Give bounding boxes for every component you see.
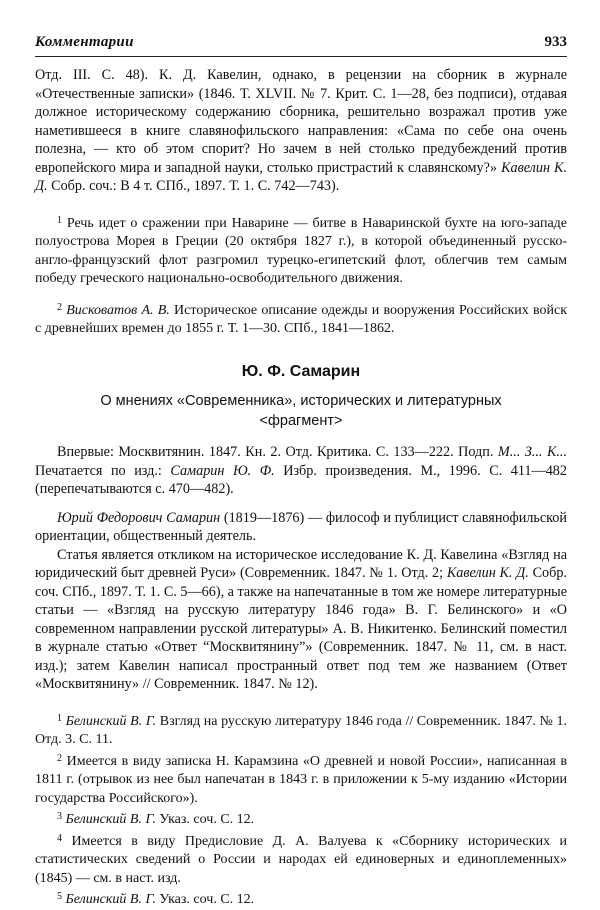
running-title: Комментарии: [35, 34, 134, 50]
person-name: Юрий Федорович Самарин: [57, 509, 221, 526]
footnote-bottom-5: $^5$ Белинский В. Г. Указ. соч. С. 12.: [57, 891, 255, 907]
author-ref: Белинский В. Г.: [65, 713, 157, 729]
signature: М... З... К...: [497, 444, 568, 460]
footnote-number: 1: [57, 712, 62, 724]
page-number: 933: [544, 34, 567, 50]
publication-info: Впервые: Москвитянин. 1847. Кн. 2. Отд. Критика. С. 133—222. Подп. М... З... К... Печатается по изд.: Самарин Ю. Ф. Избр. произведения. М., 1996. С. 411—482 (перепечатываются с. 470—482).: [35, 444, 568, 497]
footnote-bottom-2: $^2$ Имеется в виду записка Н. Карамзина «О древней и новой России», написанная в 1811 г. (отрывок из нее был напечатан в 1843 г. в приложении к 5-му изданию «Истории государства Российского»).: [35, 752, 567, 806]
author-ref: Кавелин К. Д.: [446, 565, 529, 581]
footnote-top-1: $^1$ Речь идет о сражении при Наварине — битве в Наваринской бухте на юго-западе полуострова Морея в Греции (20 октября 1827 г.), в которой объединенный русско-англо-французский флот разгромил турецко-египетский флот, облегчив тем самым победу греческого национально-освободительного движения.: [35, 214, 567, 286]
section-title: Ю. Ф. Самарин: [241, 362, 361, 380]
footnote-bottom-4: $^4$ Имеется в виду Предисловие Д. А. Валуева к «Сборнику исторических и статистических сведений о России и народах ей единоверных и единоплеменных» (1845) — см. в наст. изд.: [35, 832, 567, 886]
footnote-number: 4: [57, 832, 62, 844]
section-subtitle: О мнениях «Современника», исторических и литературных <фрагмент>: [100, 393, 502, 429]
biography-paragraph: Юрий Федорович Самарин (1819—1876) — философ и публицист славянофильской ориентации, общественный деятель.: [35, 509, 567, 544]
footnote-bottom-1: $^1$ Белинский В. Г. Взгляд на русскую литературу 1846 года // Современник. 1847. № 1. Отд. 3. С. 11.: [35, 712, 568, 747]
footnote-number: 5: [57, 891, 62, 902]
footnote-bottom-3: $^3$ Белинский В. Г. Указ. соч. С. 12.: [57, 811, 255, 827]
author-ref: Самарин Ю. Ф.: [170, 462, 275, 479]
footnote-top-2: $^2$ Висковатов А. В. Историческое описание одежды и вооружения Российских войск с древнейших времен до 1855 г. Т. 1—30. СПб., 1841—1862.: [35, 301, 568, 336]
continued-paragraph: Отд. III. С. 48). К. Д. Кавелин, однако, в рецензии на сборник в журнале «Отечественные записки» (1846. Т. XLVII. № 7. Крит. С. 1—28, без подписи), отдавая должное историческому содержанию сборника, решительно возражал против уже наметившееся в книге славянофильского направления: «Сама по себе она очень полезна, — кто об этом спорит? Но зачем в ней столько предубеждений против европейского мира и западной науки, столько пристрастий к славянскому?» Кавелин К. Д. Собр. соч.: В 4 т. СПб., 1897. Т. 1. С. 742—743).: [35, 67, 568, 194]
author-ref: Белинский В. Г.: [65, 812, 156, 827]
footnote-number: 2: [57, 752, 62, 764]
footnote-number: 3: [57, 811, 62, 822]
author-ref: Белинский В. Г.: [65, 892, 156, 907]
page-body: [35, 66, 567, 910]
footnote-number: 2: [57, 301, 62, 313]
article-paragraph: Статья является откликом на историческое исследование К. Д. Кавелина «Взгляд на юридический быт древней Руси» (Современник. 1847. № 1. Отд. 2; Кавелин К. Д. Собр. соч. СПб., 1897. Т. 1. С. 5—66), а также на напечатанные в том же номере литературные статьи — «Взгляд на русскую литературу 1846 года» В. Г. Белинского» и «О современном направлении русской литературы» А. В. Никитенко. Белинский поместил в журнале статью «Ответ “Москвитянину”» (Современник. 1847. № 11, см. в наст. изд.); затем Кавелин написал пространный ответ под тем же названием (Ответ «Москвитянину» // Современник. 1847. № 12).: [35, 546, 568, 692]
author-ref: Кавелин К. Д.: [35, 159, 568, 194]
page-header: [35, 34, 567, 57]
author-ref: Висковатов А. В.: [66, 302, 170, 318]
footnote-number: 1: [57, 214, 62, 226]
